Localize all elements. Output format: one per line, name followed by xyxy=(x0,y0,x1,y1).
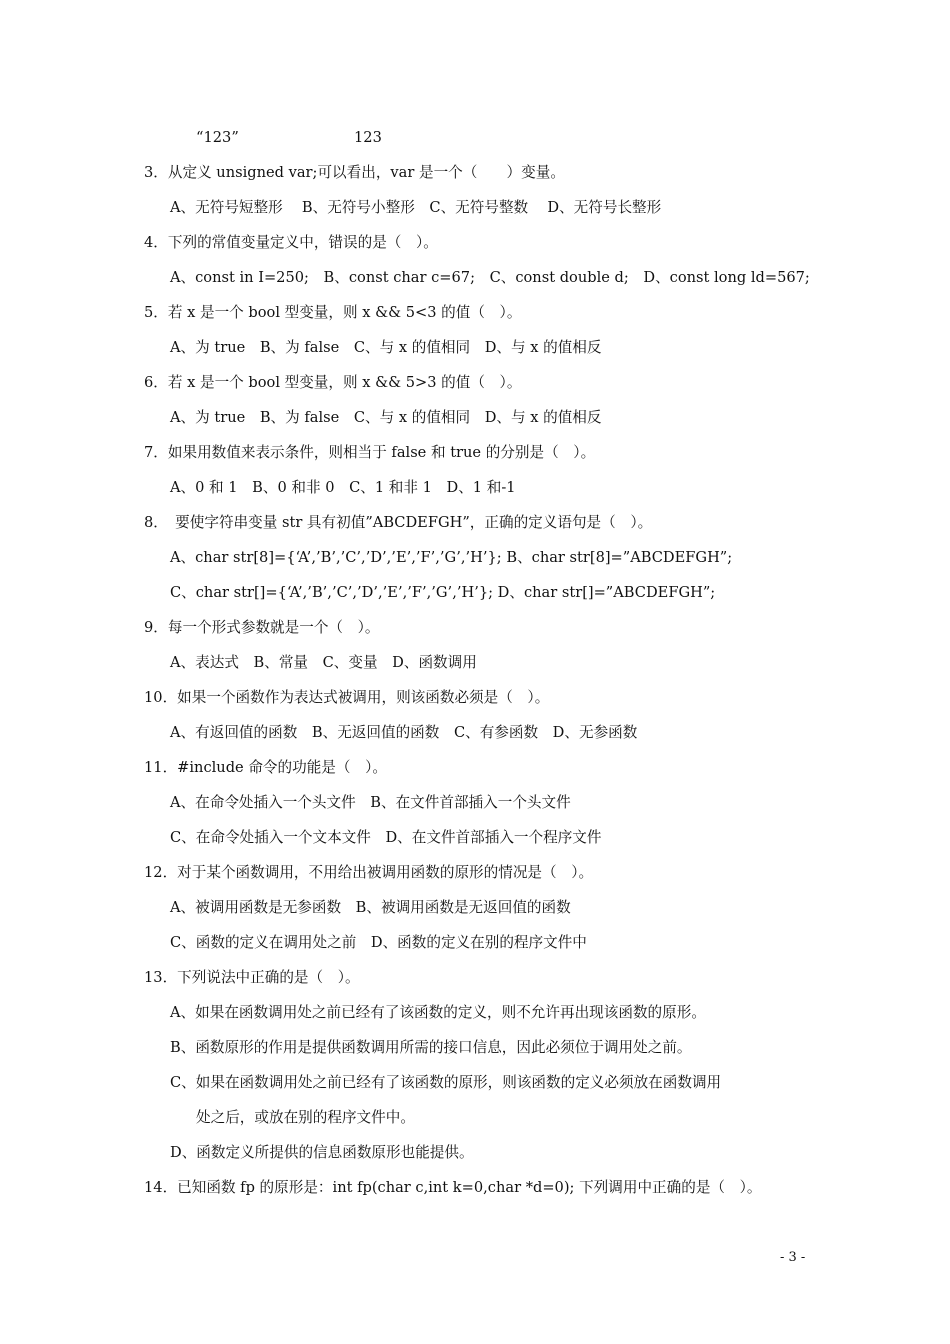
question-12: 12．对于某个函数调用，不用给出被调用函数的原形的情况是（ ）。 xyxy=(144,864,594,881)
question-13-option-c-continued: 处之后，或放在别的程序文件中。 xyxy=(196,1109,415,1126)
question-13: 13．下列说法中正确的是（ ）。 xyxy=(144,969,360,986)
question-4: 4．下列的常值变量定义中，错误的是（ ）。 xyxy=(144,234,438,251)
question-13-option-c: C、如果在函数调用处之前已经有了该函数的原形，则该函数的定义必须放在函数调用 xyxy=(170,1074,722,1091)
question-12-options-cd: C、函数的定义在调用处之前 D、函数的定义在别的程序文件中 xyxy=(170,934,587,951)
question-5: 5．若 x 是一个 bool 型变量，则 x && 5<3 的值（ ）。 xyxy=(144,304,522,321)
question-8-options-cd: C、char str[]={‘A’,’B’,’C’,’D’,’E’,’F’,’G’,’H’}; D、char str[]=”ABCDEFGH”; xyxy=(170,584,716,601)
question-7: 7．如果用数值来表示条件，则相当于 false 和 true 的分别是（ ）。 xyxy=(144,444,596,461)
question-11-options-ab: A、在命令处插入一个头文件 B、在文件首部插入一个头文件 xyxy=(170,794,571,811)
question-6: 6．若 x 是一个 bool 型变量，则 x && 5>3 的值（ ）。 xyxy=(144,374,522,391)
question-8: 8． 要使字符串变量 str 具有初值”ABCDEFGH”，正确的定义语句是（ ）。 xyxy=(144,514,653,531)
question-6-options: A、为 true B、为 false C、与 x 的值相同 D、与 x 的值相反 xyxy=(170,409,602,426)
question-5-options: A、为 true B、为 false C、与 x 的值相同 D、与 x 的值相反 xyxy=(170,339,602,356)
question-8-options-ab: A、char str[8]={‘A’,’B’,’C’,’D’,’E’,’F’,’G’,’H’}; B、char str[8]=”ABCDEFGH”; xyxy=(170,549,733,566)
number-literal-text: 123 xyxy=(354,129,382,146)
question-3-options: A、无符号短整形 B、无符号小整形 C、无符号整数 D、无符号长整形 xyxy=(170,199,662,216)
question-12-options-ab: A、被调用函数是无参函数 B、被调用函数是无返回值的函数 xyxy=(170,899,571,916)
question-13-option-d: D、函数定义所提供的信息函数原形也能提供。 xyxy=(170,1144,474,1161)
question-9-options: A、表达式 B、常量 C、变量 D、函数调用 xyxy=(170,654,477,671)
question-13-option-b: B、函数原形的作用是提供函数调用所需的接口信息，因此必须位于调用处之前。 xyxy=(170,1039,692,1056)
question-9: 9．每一个形式参数就是一个（ ）。 xyxy=(144,619,380,636)
question-13-option-a: A、如果在函数调用处之前已经有了该函数的定义，则不允许再出现该函数的原形。 xyxy=(170,1004,706,1021)
question-3: 3．从定义 unsigned var;可以看出，var 是一个（ ）变量。 xyxy=(144,164,565,181)
string-literal-text: “123” xyxy=(196,129,239,146)
question-11-options-cd: C、在命令处插入一个文本文件 D、在文件首部插入一个程序文件 xyxy=(170,829,602,846)
question-7-options: A、0 和 1 B、0 和非 0 C、1 和非 1 D、1 和-1 xyxy=(170,479,516,496)
question-11: 11．#include 命令的功能是（ ）。 xyxy=(144,759,387,776)
question-4-options: A、const in I=250; B、const char c=67; C、const double d; D、const long ld=567; xyxy=(170,269,810,286)
question-10-options: A、有返回值的函数 B、无返回值的函数 C、有参函数 D、无参函数 xyxy=(170,724,638,741)
page-number: - 3 - xyxy=(780,1250,806,1265)
question-10: 10．如果一个函数作为表达式被调用，则该函数必须是（ ）。 xyxy=(144,689,550,706)
question-14: 14．已知函数 fp 的原形是：int fp(char c,int k=0,char *d=0); 下列调用中正确的是（ ）。 xyxy=(144,1179,762,1196)
